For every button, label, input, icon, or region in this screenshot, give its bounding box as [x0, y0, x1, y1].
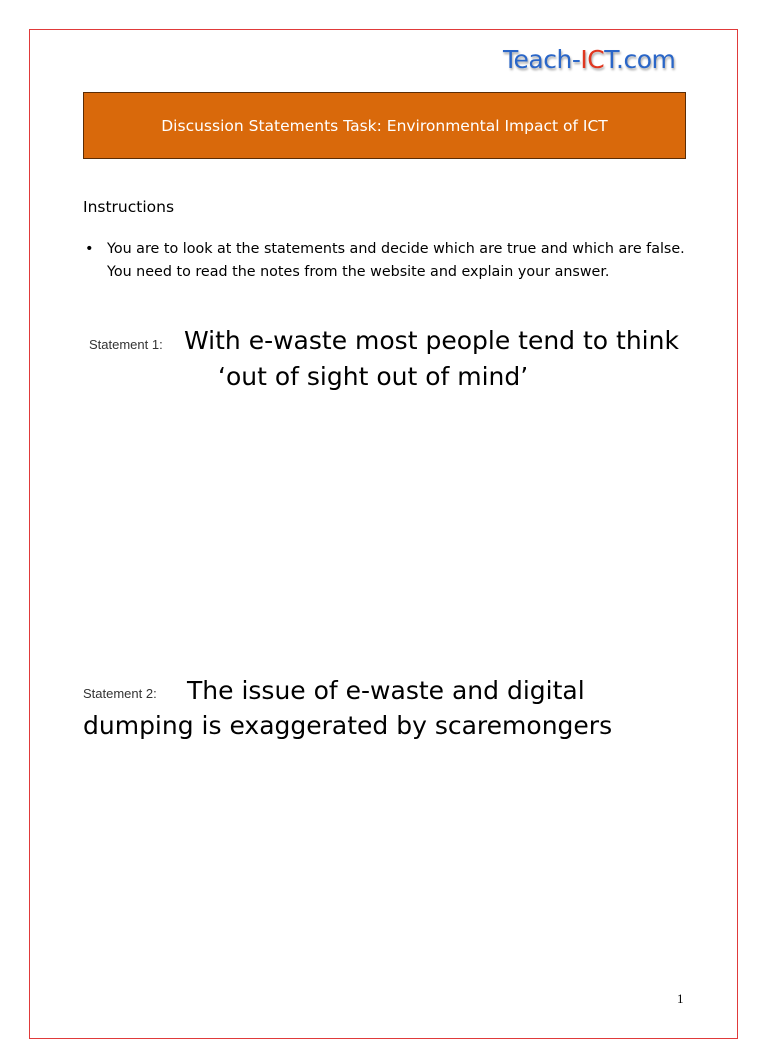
instructions-list [83, 238, 693, 283]
logo-text-t: T [604, 45, 616, 74]
page-title: Discussion Statements Task: Environmental Impact of ICT [161, 116, 608, 135]
statement-1-text-line-1: With e-waste most people tend to think [184, 326, 679, 355]
page-border [29, 29, 738, 1039]
teach-ict-logo [503, 40, 675, 80]
statement-2-text-line-2: dumping is exaggerated by scaremongers [83, 711, 613, 740]
logo-text-com: .com [616, 45, 676, 74]
page-number: 1 [677, 991, 684, 1006]
statement-2-text-line-1: The issue of e-waste and digital [187, 676, 585, 705]
instructions-heading: Instructions [83, 198, 175, 216]
title-banner [83, 92, 686, 159]
logo-text-teach: Teach- [503, 45, 581, 74]
statement-1-text-line-2: ‘out of sight out of mind’ [218, 362, 529, 391]
statement-1-label: Statement 1: [89, 337, 163, 352]
bullet-icon: • [85, 241, 94, 257]
logo-text-ic: IC [580, 45, 605, 74]
statement-2-label: Statement 2: [83, 686, 157, 701]
instructions-bullet: You are to look at the statements and decide which are true and which are false. You need to read the notes from the website and explain your answer. [107, 241, 685, 280]
